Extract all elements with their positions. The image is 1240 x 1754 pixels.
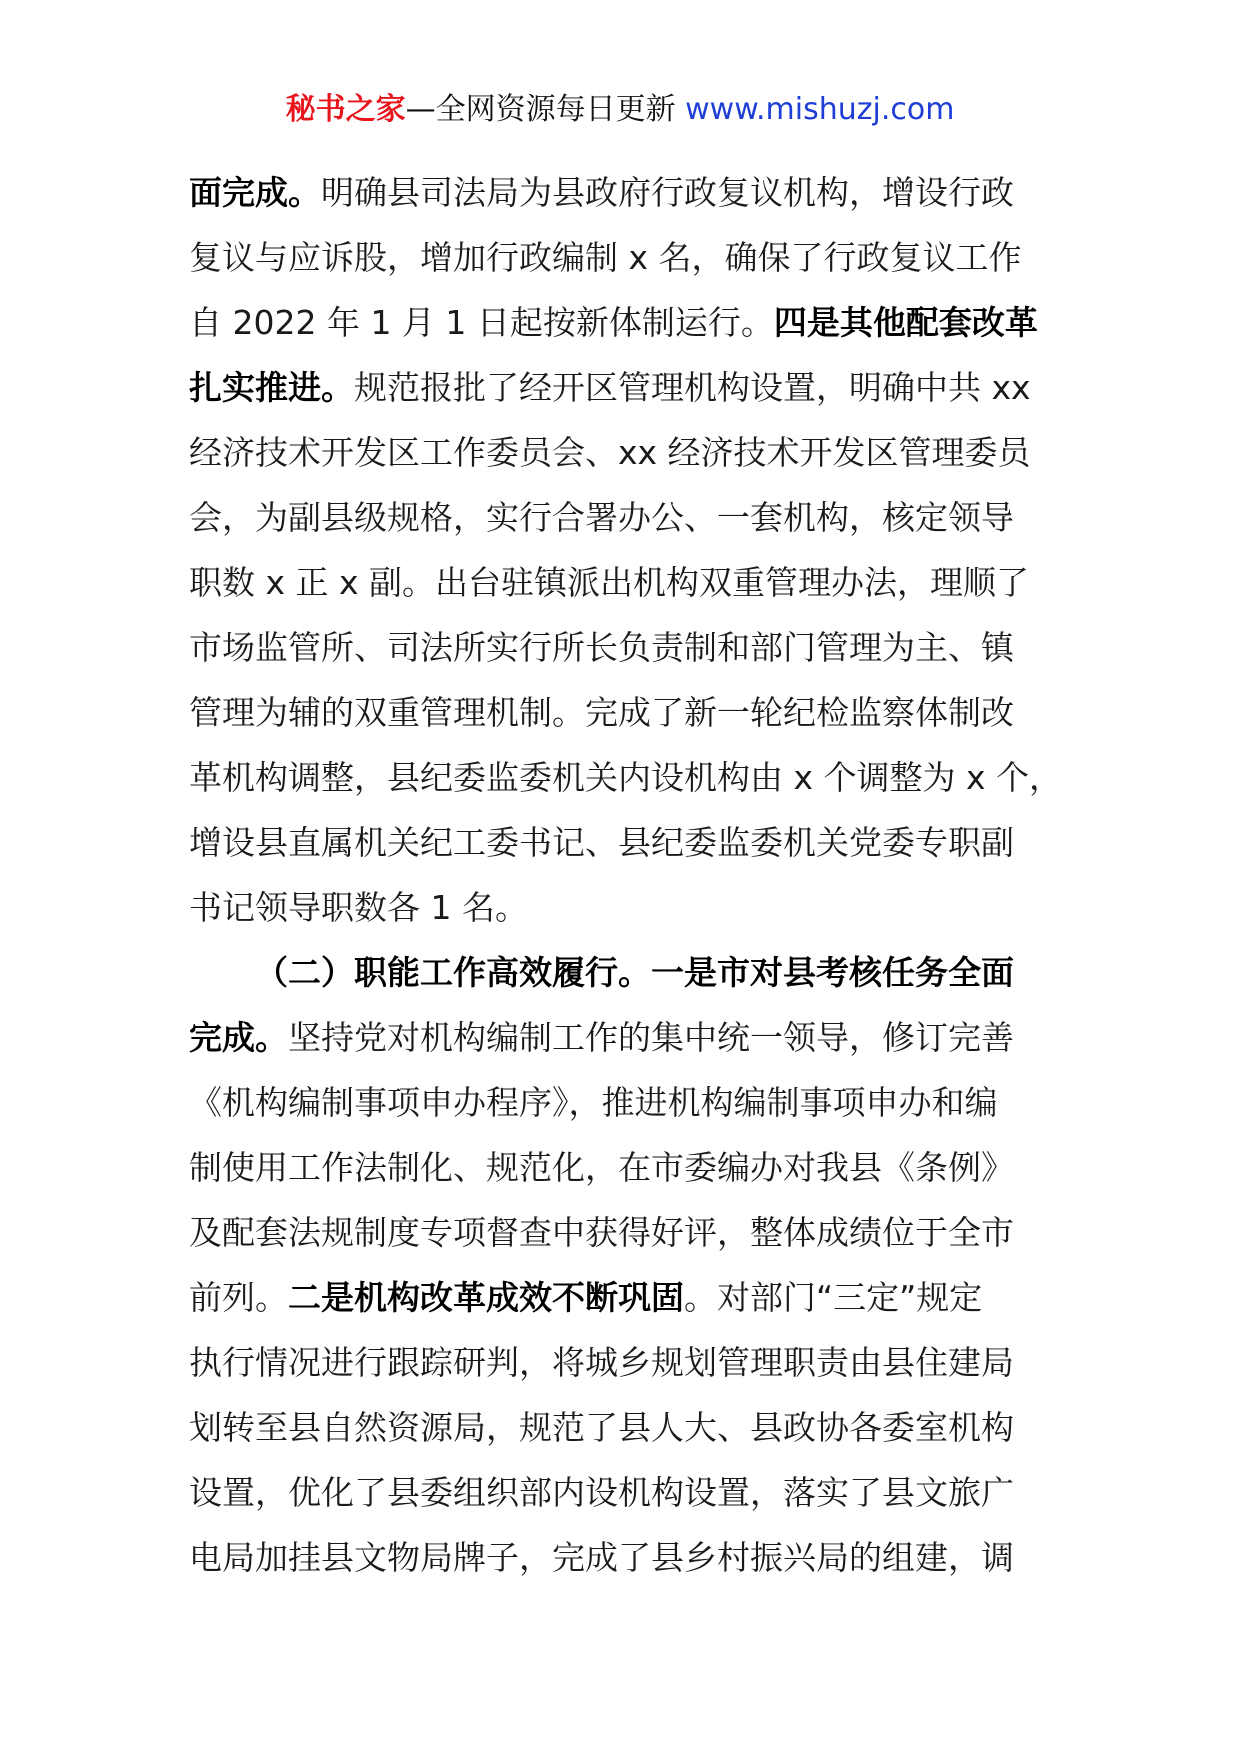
text-segment: 。对部门“三定”规定 <box>684 1278 983 1317</box>
text-line <box>189 1330 1069 1395</box>
text-line <box>189 810 1069 875</box>
text-segment: 及配套法规制度专项督查中获得好评，整体成绩位于全市 <box>189 1213 1014 1252</box>
text-line <box>189 160 1069 225</box>
page-header <box>0 88 1240 132</box>
bold-text-segment: 二是机构改革成效不断巩固 <box>288 1278 684 1317</box>
text-segment: 制使用工作法制化、规范化，在市委编办对我县《条例》 <box>189 1148 1014 1187</box>
text-segment: 坚持党对机构编制工作的集中统一领导，修订完善 <box>288 1018 1014 1057</box>
brand-name: 秘书之家 <box>285 92 406 127</box>
bold-text-segment: 四是其他配套改革 <box>773 303 1038 342</box>
text-line <box>189 225 1069 290</box>
bold-text-segment: （二）职能工作高效履行。一是市对县考核任务全面 <box>255 953 1014 992</box>
text-line <box>189 1005 1069 1070</box>
text-line <box>189 1070 1069 1135</box>
text-line <box>189 1460 1069 1525</box>
bold-text-segment: 完成。 <box>189 1018 288 1057</box>
text-segment: 市场监管所、司法所实行所长负责制和部门管理为主、镇 <box>189 628 1014 667</box>
text-line <box>189 940 1069 1005</box>
text-line <box>189 1135 1069 1200</box>
text-segment: 电局加挂县文物局牌子，完成了县乡村振兴局的组建，调 <box>189 1538 1014 1577</box>
text-segment: 职数 x 正 x 副。出台驻镇派出机构双重管理办法，理顺了 <box>189 563 1030 602</box>
text-segment: 自 2022 年 1 月 1 日起按新体制运行。 <box>189 303 774 342</box>
text-segment: 明确县司法局为县政府行政复议机构，增设行政 <box>321 173 1014 212</box>
text-segment: 执行情况进行跟踪研判，将城乡规划管理职责由县住建局 <box>189 1343 1014 1382</box>
text-line <box>189 485 1069 550</box>
text-segment: 增设县直属机关纪工委书记、县纪委监委机关党委专职副 <box>189 823 1014 862</box>
text-line <box>189 1525 1069 1590</box>
text-line <box>189 420 1069 485</box>
text-line <box>189 290 1069 355</box>
text-segment: 规范报批了经开区管理机构设置，明确中共 xx <box>354 368 1031 407</box>
bold-text-segment: 面完成。 <box>189 173 321 212</box>
text-segment: 前列。 <box>189 1278 288 1317</box>
text-line <box>189 615 1069 680</box>
text-line <box>189 1395 1069 1460</box>
text-segment: 复议与应诉股，增加行政编制 x 名，确保了行政复议工作 <box>189 238 1022 277</box>
text-segment: 经济技术开发区工作委员会、xx 经济技术开发区管理委员 <box>189 433 1031 472</box>
bold-text-segment: 扎实推进。 <box>189 368 354 407</box>
text-segment: 书记领导职数各 1 名。 <box>189 888 528 927</box>
text-line <box>189 1200 1069 1265</box>
text-line <box>189 550 1069 615</box>
text-segment: 《机构编制事项申办程序》，推进机构编制事项申办和编 <box>189 1083 998 1122</box>
text-line <box>189 680 1069 745</box>
text-segment: 划转至县自然资源局，规范了县人大、县政协各委室机构 <box>189 1408 1014 1447</box>
text-line <box>189 1265 1069 1330</box>
text-segment: 会，为副县级规格，实行合署办公、一套机构，核定领导 <box>189 498 1014 537</box>
text-line <box>189 745 1069 810</box>
website-link[interactable]: www.mishuzj.com <box>685 92 955 127</box>
text-line <box>189 875 1069 940</box>
text-segment: 管理为辅的双重管理机制。完成了新一轮纪检监察体制改 <box>189 693 1014 732</box>
text-line <box>189 355 1069 420</box>
text-segment: 设置，优化了县委组织部内设机构设置，落实了县文旅广 <box>189 1473 1014 1512</box>
document-body <box>189 160 1069 1590</box>
header-tagline: —全网资源每日更新 <box>405 92 686 127</box>
text-segment: 革机构调整，县纪委监委机关内设机构由 x 个调整为 x 个， <box>189 758 1063 797</box>
